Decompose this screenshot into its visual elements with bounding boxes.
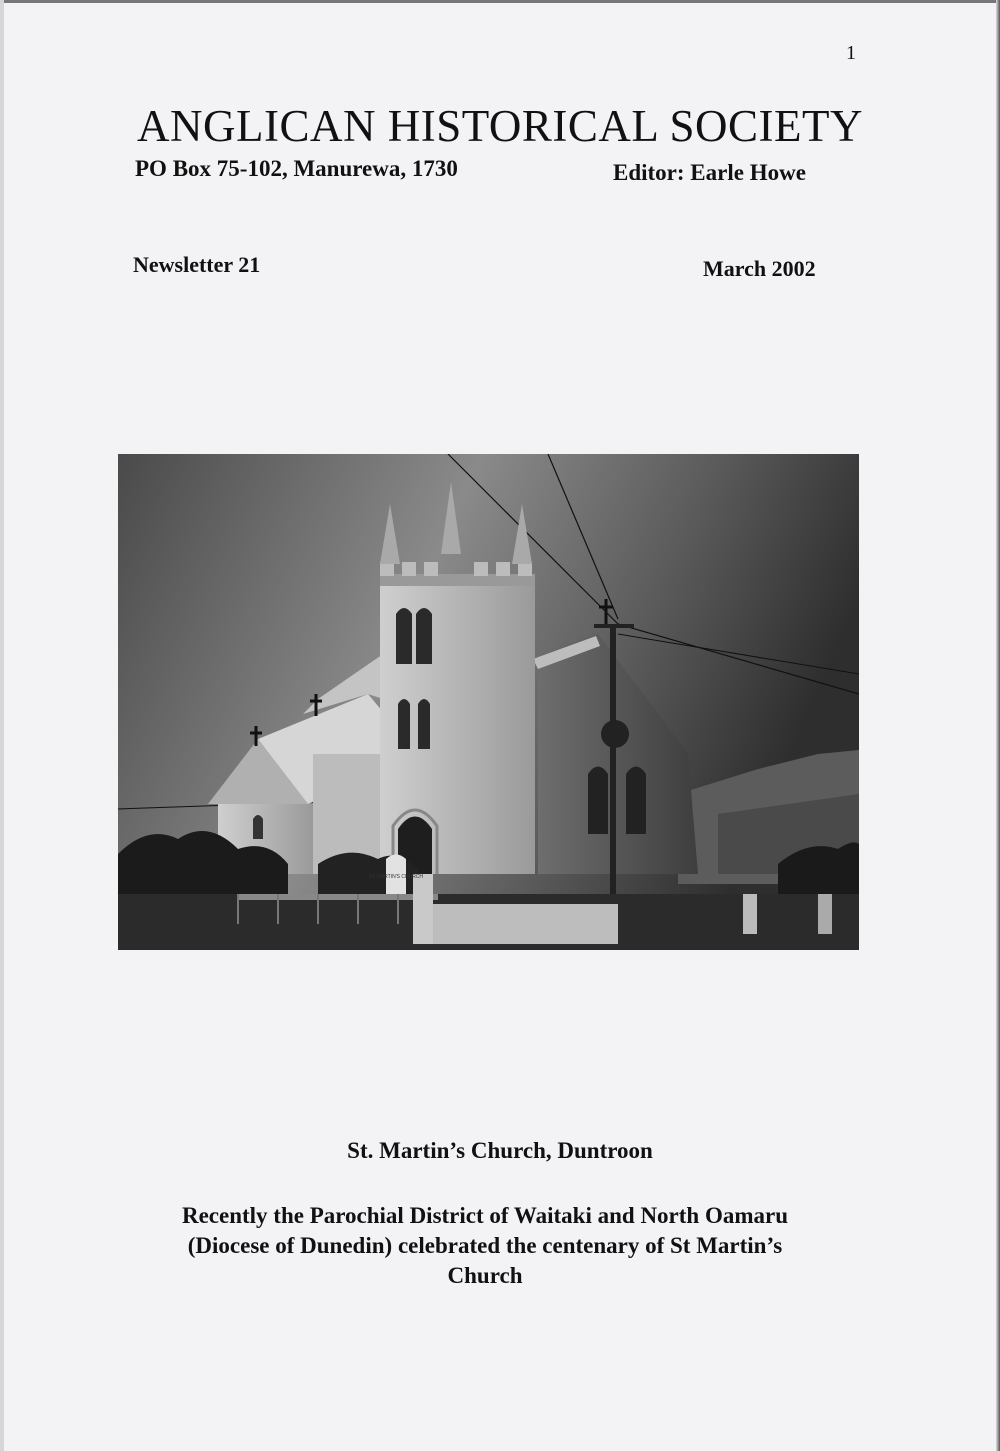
- church-sign: ST MARTIN'S CHURCH: [368, 874, 424, 880]
- page-edge-right: [996, 0, 1000, 1451]
- page-edge-left: [0, 0, 4, 1451]
- newsletter-number: Newsletter 21: [133, 252, 261, 277]
- photo-caption-body: Recently the Parochial District of Waitaki and North Oamaru (Diocese of Dunedin) celebrated the centenary of St Martin’s Church: [181, 1203, 789, 1288]
- photo-caption-title: St. Martin’s Church, Duntroon: [347, 1138, 653, 1163]
- church-photo: [118, 454, 859, 950]
- editor-credit: Editor: Earle Howe: [613, 160, 806, 185]
- page-number: 1: [846, 42, 856, 64]
- issue-date: March 2002: [703, 256, 816, 281]
- society-title: ANGLICAN HISTORICAL SOCIETY: [137, 101, 863, 151]
- society-address: PO Box 75-102, Manurewa, 1730: [135, 156, 458, 181]
- page-edge-top: [0, 0, 1000, 3]
